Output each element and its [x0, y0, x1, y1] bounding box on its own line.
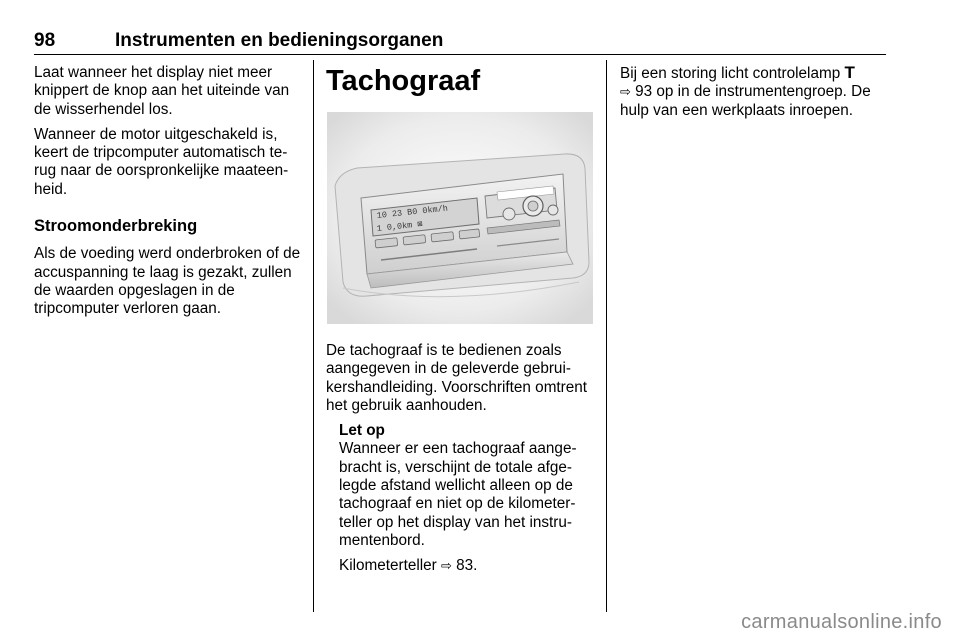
- tachograph-warning-lamp-icon: T: [844, 63, 855, 82]
- section-title-tachograph: Tachograaf: [326, 65, 481, 97]
- column-divider-left: [313, 60, 314, 612]
- column-left: [34, 64, 302, 326]
- knob-center: [528, 201, 538, 211]
- paragraph-tachograph-usage: De tachograaf is te bedienen zoals aangegeven in de geleverde gebruikershandleiding. Voorschriften omtrent het gebruik aanhouden.: [326, 342, 588, 414]
- note-text: Wanneer er een tachograaf aangebracht is, verschijnt de totale afgelegde afstand wellicht alleen op de tachograaf en niet op de kilometerteller op het display van het instrumentenbord.: [339, 440, 577, 549]
- reference-arrow-icon: ⇨: [620, 84, 631, 100]
- note-title: Let op: [339, 422, 385, 440]
- paragraph-malfunction: [620, 64, 892, 120]
- paragraph-power-loss: Als de voeding werd onderbroken of de accuspanning te laag is gezakt, zullen de waarden opgeslagen in de tripcomputer verloren gaan.: [34, 245, 301, 318]
- watermark: carmanualsonline.info: [741, 611, 942, 633]
- button-left: [503, 208, 515, 220]
- malfunction-text-start: Bij een storing licht controlelamp: [620, 65, 841, 82]
- reference-label: Kilometerteller: [339, 557, 437, 575]
- function-key-4: [459, 229, 480, 239]
- tachograph-illustration: [327, 112, 593, 324]
- column-right: [620, 64, 892, 127]
- odometer-reference: [339, 557, 594, 575]
- lcd-line-1: 10 23 B0 0km/h: [376, 203, 449, 221]
- column-divider-right: [606, 60, 607, 612]
- reference-page: 83.: [456, 557, 478, 575]
- subheading-power-interruption: Stroomonderbreking: [34, 217, 198, 236]
- lcd-line-2: 1 0,0km ⊠: [376, 219, 423, 234]
- page-number: 98: [34, 30, 56, 51]
- button-right: [548, 205, 558, 215]
- running-title: Instrumenten en bedieningsorganen: [115, 30, 444, 51]
- column-middle: [326, 64, 594, 583]
- note-block: [339, 422, 594, 575]
- malfunction-text-end: 93 op in de instrumentengroep. De hulp van een werkplaats inroepen.: [620, 83, 871, 119]
- paragraph-unit-reset: Wanneer de motor uitgeschakeld is, keert de tripcomputer automatisch terug naar de oorspronkelijke maateenheid.: [34, 125, 289, 198]
- tachograph-drawing: [327, 112, 593, 324]
- reference-arrow-icon: ⇨: [441, 558, 452, 574]
- paragraph-display-blink: Laat wanneer het display niet meer knippert de knop aan het uiteinde van de wisserhendel los.: [34, 64, 290, 118]
- page-header: [34, 30, 886, 55]
